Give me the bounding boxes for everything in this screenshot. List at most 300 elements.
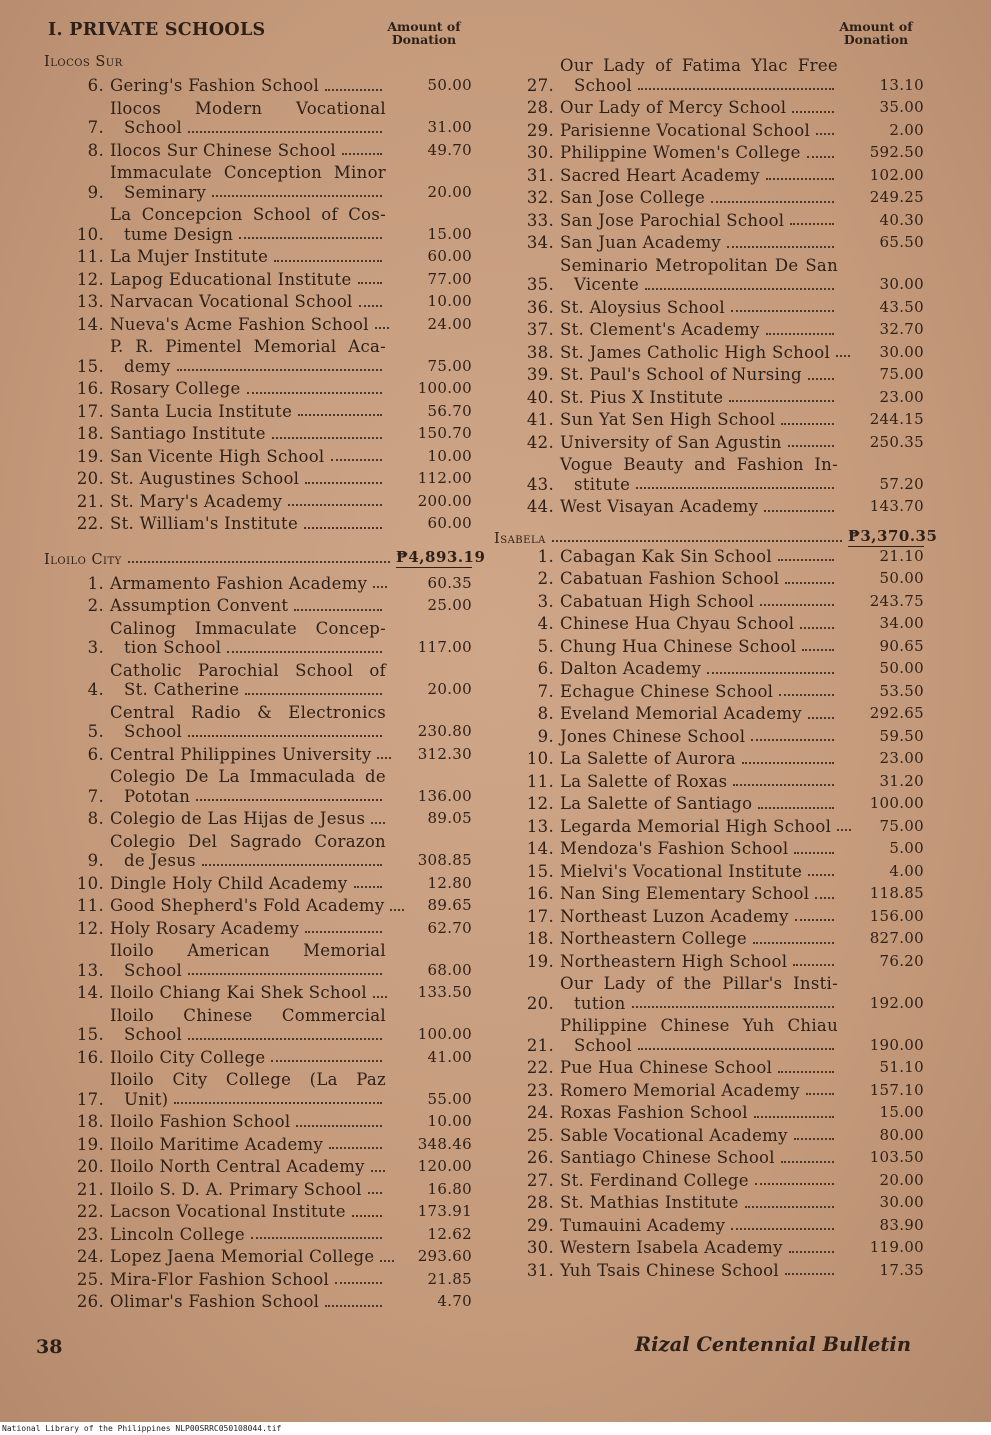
item-number: 16. — [76, 1047, 104, 1067]
leader-dots — [764, 510, 834, 512]
list-item — [494, 727, 924, 747]
school-name — [110, 919, 386, 939]
name-text: Unit) — [124, 1089, 169, 1109]
school-name — [110, 596, 386, 616]
name-line — [560, 772, 838, 792]
school-name — [560, 455, 838, 494]
item-number: 18. — [526, 929, 554, 948]
item-number: 14. — [526, 839, 554, 858]
leader-dots — [778, 559, 834, 561]
school-name — [110, 424, 386, 444]
item-number: 28. — [526, 98, 554, 117]
item-number: 17. — [526, 906, 554, 926]
name-continuation — [560, 475, 838, 495]
list-item — [44, 596, 472, 616]
leader-dots — [632, 1006, 834, 1008]
name-line — [110, 919, 386, 939]
name-line — [110, 379, 386, 399]
name-continuation — [110, 638, 386, 658]
list-item — [494, 1216, 924, 1236]
donation-amount: 10.00 — [427, 1112, 472, 1130]
leader-dots — [731, 1228, 834, 1230]
school-name — [560, 749, 838, 769]
item-number: 8. — [87, 140, 104, 160]
page-number: 38 — [36, 1336, 63, 1358]
leader-dots — [329, 1147, 382, 1149]
item-number: 5. — [537, 636, 554, 656]
leader-dots — [758, 807, 834, 809]
name-line — [560, 343, 838, 363]
item-number: 19. — [526, 951, 554, 971]
item-number: 1. — [537, 546, 554, 566]
name-text: Catholic Parochial School of — [110, 660, 386, 680]
name-text: Narvacan Vocational School — [110, 292, 353, 311]
left-column-header — [44, 14, 472, 62]
list-item — [494, 614, 924, 634]
name-text: Our Lady of Mercy School — [560, 98, 787, 117]
list-item — [44, 874, 472, 894]
leader-dots — [371, 1170, 385, 1172]
list-item — [494, 455, 924, 494]
leader-dots — [188, 735, 382, 737]
item-number: 27. — [526, 1170, 554, 1190]
name-line — [110, 874, 386, 894]
school-name — [560, 1148, 838, 1168]
name-text: Lapog Educational Institute — [110, 269, 352, 289]
name-line — [110, 1292, 386, 1312]
list-item — [44, 141, 472, 161]
donation-amount: 51.10 — [879, 1058, 924, 1076]
name-text: Seminario Metropolitan De San — [560, 255, 838, 275]
leader-dots — [174, 1102, 382, 1104]
list-item — [494, 547, 924, 567]
leader-dots — [245, 693, 382, 695]
donation-amount: 2.00 — [889, 120, 924, 139]
leader-dots — [359, 305, 382, 307]
donation-amount: 100.00 — [869, 794, 924, 812]
donation-amount: 30.00 — [879, 1193, 924, 1211]
name-text: Northeastern College — [560, 929, 747, 948]
school-name — [560, 98, 838, 118]
item-number: 15. — [76, 1025, 104, 1044]
school-name — [560, 320, 838, 340]
name-line — [110, 424, 386, 444]
list-item — [494, 166, 924, 186]
leader-dots — [815, 897, 834, 899]
list-item — [494, 1016, 924, 1055]
name-line — [560, 1171, 838, 1191]
leader-dots — [778, 1071, 834, 1073]
leader-dots — [638, 1048, 834, 1050]
name-text: Assumption Convent — [110, 596, 289, 615]
leader-dots — [645, 288, 834, 290]
name-line — [560, 121, 838, 141]
name-line — [110, 247, 386, 267]
leader-dots — [251, 1237, 382, 1239]
school-name — [560, 1193, 838, 1213]
donation-amount: 77.00 — [427, 269, 472, 288]
item-number: 43. — [526, 474, 554, 494]
item-number: 15. — [76, 356, 104, 376]
leader-dots — [335, 1282, 382, 1284]
list-item — [44, 315, 472, 335]
item-number: 9. — [87, 851, 104, 870]
item-number: 6. — [87, 76, 104, 95]
name-line — [110, 1112, 386, 1132]
name-text: St. Clement's Academy — [560, 320, 760, 339]
item-number: 19. — [76, 1134, 104, 1154]
item-number: 44. — [526, 497, 554, 516]
school-name — [560, 1081, 838, 1101]
name-text: St. Augustines School — [110, 469, 300, 488]
item-number: 22. — [76, 1202, 104, 1221]
name-text: Chinese Hua Chyau School — [560, 614, 795, 633]
name-line — [110, 337, 386, 357]
school-name — [110, 703, 386, 742]
list-item — [44, 745, 472, 765]
name-line — [560, 592, 838, 612]
donation-amount: 75.00 — [427, 356, 472, 375]
leader-dots — [793, 964, 834, 966]
donation-amount: 292.65 — [869, 704, 924, 722]
school-list — [44, 574, 472, 1312]
school-name — [110, 1292, 386, 1312]
name-text: Iloilo Maritime Academy — [110, 1134, 324, 1154]
item-number: 7. — [87, 118, 104, 137]
name-text: Pue Hua Chinese School — [560, 1058, 773, 1077]
school-name — [110, 874, 386, 894]
item-number: 17. — [76, 1089, 104, 1109]
name-text: Iloilo S. D. A. Primary School — [110, 1179, 362, 1199]
name-line — [110, 619, 386, 639]
donation-amount: 25.00 — [427, 596, 472, 614]
name-text: Immaculate Conception Minor — [110, 163, 386, 182]
item-number: 12. — [76, 918, 104, 938]
name-text: Sable Vocational Academy — [560, 1125, 788, 1145]
school-name — [560, 929, 838, 949]
list-item — [494, 298, 924, 318]
name-text: Our Lady of the Pillar's Insti- — [560, 974, 838, 993]
item-number: 23. — [526, 1080, 554, 1100]
name-text: Roxas Fashion School — [560, 1103, 748, 1122]
name-text: School — [124, 118, 183, 137]
leader-dots — [358, 282, 382, 284]
name-line — [560, 659, 838, 679]
school-name — [560, 166, 838, 186]
donation-amount: 90.65 — [879, 636, 924, 655]
donation-amount: 13.10 — [879, 75, 924, 94]
name-text: Olimar's Fashion School — [110, 1292, 320, 1311]
list-item — [494, 1171, 924, 1191]
name-line — [110, 767, 386, 787]
leader-dots — [188, 1038, 382, 1040]
item-number: 8. — [87, 809, 104, 828]
name-text: School — [124, 722, 183, 741]
donation-amount: 60.00 — [427, 247, 472, 265]
school-name — [560, 1103, 838, 1123]
name-line — [110, 745, 386, 765]
name-text: Eveland Memorial Academy — [560, 704, 802, 723]
name-line — [110, 1270, 386, 1290]
list-item — [44, 99, 472, 138]
name-text: Romero Memorial Academy — [560, 1080, 800, 1100]
leader-dots — [733, 784, 834, 786]
name-text: San Jose Parochial School — [560, 210, 785, 230]
school-name — [110, 767, 386, 806]
name-line — [110, 941, 386, 961]
name-line — [110, 492, 386, 512]
leader-dots — [325, 1305, 382, 1307]
donation-amount: 143.70 — [869, 497, 924, 515]
list-item — [44, 76, 472, 96]
school-name — [110, 315, 386, 335]
donation-amount: 50.00 — [427, 76, 472, 94]
name-line — [560, 1238, 838, 1258]
name-text: Iloilo Chinese Commercial — [110, 1005, 386, 1025]
region-heading — [494, 526, 938, 547]
leader-dots — [745, 1206, 834, 1208]
leader-dots — [751, 739, 834, 741]
name-continuation — [560, 994, 838, 1014]
name-text: Vicente — [574, 275, 640, 294]
name-text: Philippine Chinese Yuh Chiau — [560, 1016, 838, 1035]
donation-amount: 15.00 — [427, 224, 472, 243]
name-line — [560, 704, 838, 724]
item-number: 25. — [526, 1125, 554, 1145]
name-line — [560, 682, 838, 702]
item-number: 26. — [76, 1292, 104, 1311]
list-item — [44, 205, 472, 244]
list-item — [494, 343, 924, 363]
item-number: 6. — [87, 744, 104, 764]
donation-amount: 136.00 — [417, 786, 472, 805]
item-number: 3. — [537, 591, 554, 611]
donation-amount: 35.00 — [879, 98, 924, 116]
school-name — [110, 1135, 386, 1155]
item-number: 12. — [76, 269, 104, 289]
name-line — [110, 983, 386, 1003]
leader-dots — [807, 156, 834, 158]
name-text: Central Radio & Electronics — [110, 702, 386, 722]
school-name — [110, 832, 386, 871]
name-text: San Juan Academy — [560, 233, 722, 252]
item-number: 7. — [87, 786, 104, 806]
donation-amount: 75.00 — [879, 365, 924, 383]
name-text: San Jose College — [560, 188, 706, 207]
donation-amount: 50.00 — [879, 569, 924, 587]
name-line — [560, 547, 838, 567]
leader-dots — [271, 1060, 382, 1062]
item-number: 29. — [526, 1215, 554, 1235]
name-text: Philippine Women's College — [560, 143, 801, 162]
leader-dots — [808, 378, 834, 380]
item-number: 17. — [76, 401, 104, 421]
donation-amount: 4.70 — [437, 1292, 472, 1310]
school-name — [560, 907, 838, 927]
item-number: 34. — [526, 233, 554, 252]
item-number: 10. — [526, 749, 554, 768]
school-name — [110, 205, 386, 244]
item-number: 18. — [76, 424, 104, 443]
name-line — [110, 76, 386, 96]
leader-dots — [781, 423, 834, 425]
item-number: 22. — [76, 514, 104, 533]
name-continuation — [110, 1090, 386, 1110]
leader-dots — [816, 133, 834, 135]
name-text: Northeastern High School — [560, 951, 788, 971]
school-name — [110, 1202, 386, 1222]
item-number: 6. — [537, 659, 554, 678]
donation-amount: 57.20 — [879, 474, 924, 493]
list-item — [494, 592, 924, 612]
donation-amount: 100.00 — [417, 379, 472, 397]
school-name — [560, 1238, 838, 1258]
item-number: 21. — [76, 1179, 104, 1199]
name-text: Echague Chinese School — [560, 681, 774, 701]
school-name — [110, 402, 386, 422]
name-text: Our Lady of Fatima Ylac Free — [560, 56, 838, 75]
donation-amount: 20.00 — [427, 680, 472, 698]
item-number: 24. — [526, 1103, 554, 1122]
list-item — [44, 983, 472, 1003]
school-name — [560, 1216, 838, 1236]
list-item — [494, 1238, 924, 1258]
name-text: Ilocos Sur Chinese School — [110, 140, 336, 160]
leader-dots — [331, 459, 382, 461]
name-line — [560, 365, 838, 385]
item-number: 16. — [526, 884, 554, 903]
leader-dots — [789, 1251, 834, 1253]
item-number: 30. — [526, 143, 554, 162]
school-name — [110, 1006, 386, 1045]
leader-dots — [766, 333, 834, 335]
leader-dots — [294, 609, 382, 611]
name-line — [560, 1103, 838, 1123]
school-name — [110, 896, 386, 916]
name-text: Western Isabela Academy — [560, 1238, 783, 1257]
name-line — [560, 569, 838, 589]
school-list — [494, 547, 924, 1281]
leader-dots — [325, 89, 382, 91]
name-text: Dalton Academy — [560, 659, 702, 678]
school-list — [44, 76, 472, 534]
leader-dots — [247, 392, 382, 394]
name-text: Santiago Chinese School — [560, 1148, 775, 1167]
name-text: St. Ferdinand College — [560, 1170, 749, 1190]
name-line — [560, 1016, 838, 1036]
school-name — [560, 682, 838, 702]
list-item — [44, 270, 472, 290]
name-text: St. James Catholic High School — [560, 342, 831, 362]
list-item — [494, 1081, 924, 1101]
school-name — [110, 447, 386, 467]
name-line — [560, 256, 838, 276]
list-item — [44, 1048, 472, 1068]
leader-dots — [177, 369, 383, 371]
item-number: 33. — [526, 210, 554, 230]
list-item — [494, 1103, 924, 1123]
region-heading — [44, 547, 486, 568]
name-line — [560, 637, 838, 657]
school-name — [110, 1225, 386, 1245]
name-text: La Mujer Institute — [110, 247, 269, 266]
leader-dots — [794, 852, 834, 854]
leader-dots — [766, 178, 834, 180]
school-name — [110, 76, 386, 96]
name-line — [560, 433, 838, 453]
name-line — [560, 166, 838, 186]
name-text: Colegio de Las Hijas de Jesus — [110, 809, 366, 828]
item-number: 32. — [526, 188, 554, 207]
leader-dots — [795, 919, 834, 921]
leader-dots — [188, 131, 382, 133]
item-number: 13. — [526, 816, 554, 836]
leader-dots — [274, 260, 382, 262]
donation-amount: 31.20 — [879, 771, 924, 790]
donation-amount: 4.00 — [889, 861, 924, 880]
donation-amount: 308.85 — [417, 851, 472, 869]
leader-dots — [800, 627, 834, 629]
name-line — [110, 1157, 386, 1177]
list-item — [44, 1112, 472, 1132]
name-text: Northeast Luzon Academy — [560, 906, 789, 926]
donation-amount: 65.50 — [879, 233, 924, 251]
list-item — [44, 809, 472, 829]
name-line — [560, 1193, 838, 1213]
name-text: Armamento Fashion Academy — [110, 573, 368, 593]
item-number: 12. — [526, 794, 554, 813]
donation-amount: 173.91 — [417, 1202, 472, 1220]
name-continuation — [110, 961, 386, 981]
donation-amount: 10.00 — [427, 292, 472, 310]
name-text: stitute — [574, 474, 631, 494]
name-text: St. Catherine — [124, 680, 240, 699]
name-text: Lincoln College — [110, 1224, 245, 1244]
school-name — [110, 337, 386, 376]
name-text: Legarda Memorial High School — [560, 816, 832, 836]
donation-amount: 190.00 — [869, 1035, 924, 1054]
name-text: Iloilo Fashion School — [110, 1112, 291, 1131]
list-item — [44, 379, 472, 399]
list-item — [494, 365, 924, 385]
item-number: 21. — [526, 1035, 554, 1055]
item-number: 15. — [526, 861, 554, 881]
donation-amount: 34.00 — [879, 614, 924, 632]
school-name — [560, 727, 838, 747]
item-number: 40. — [526, 387, 554, 407]
item-number: 10. — [76, 224, 104, 244]
donation-amount: 156.00 — [869, 906, 924, 925]
school-name — [560, 547, 838, 567]
list-item — [494, 929, 924, 949]
donation-amount: 30.00 — [879, 275, 924, 293]
name-line — [110, 514, 386, 534]
school-name — [560, 569, 838, 589]
name-text: Cabagan Kak Sin School — [560, 546, 772, 566]
name-line — [560, 1216, 838, 1236]
leader-dots — [727, 246, 834, 248]
leader-dots — [352, 1215, 382, 1217]
item-number: 30. — [526, 1238, 554, 1257]
name-text: Iloilo North Central Academy — [110, 1157, 365, 1176]
donation-amount: 112.00 — [417, 469, 472, 487]
list-item — [494, 188, 924, 208]
leader-dots — [188, 973, 382, 975]
school-name — [110, 1270, 386, 1290]
list-item — [44, 1292, 472, 1312]
list-item — [494, 388, 924, 408]
list-item — [494, 143, 924, 163]
